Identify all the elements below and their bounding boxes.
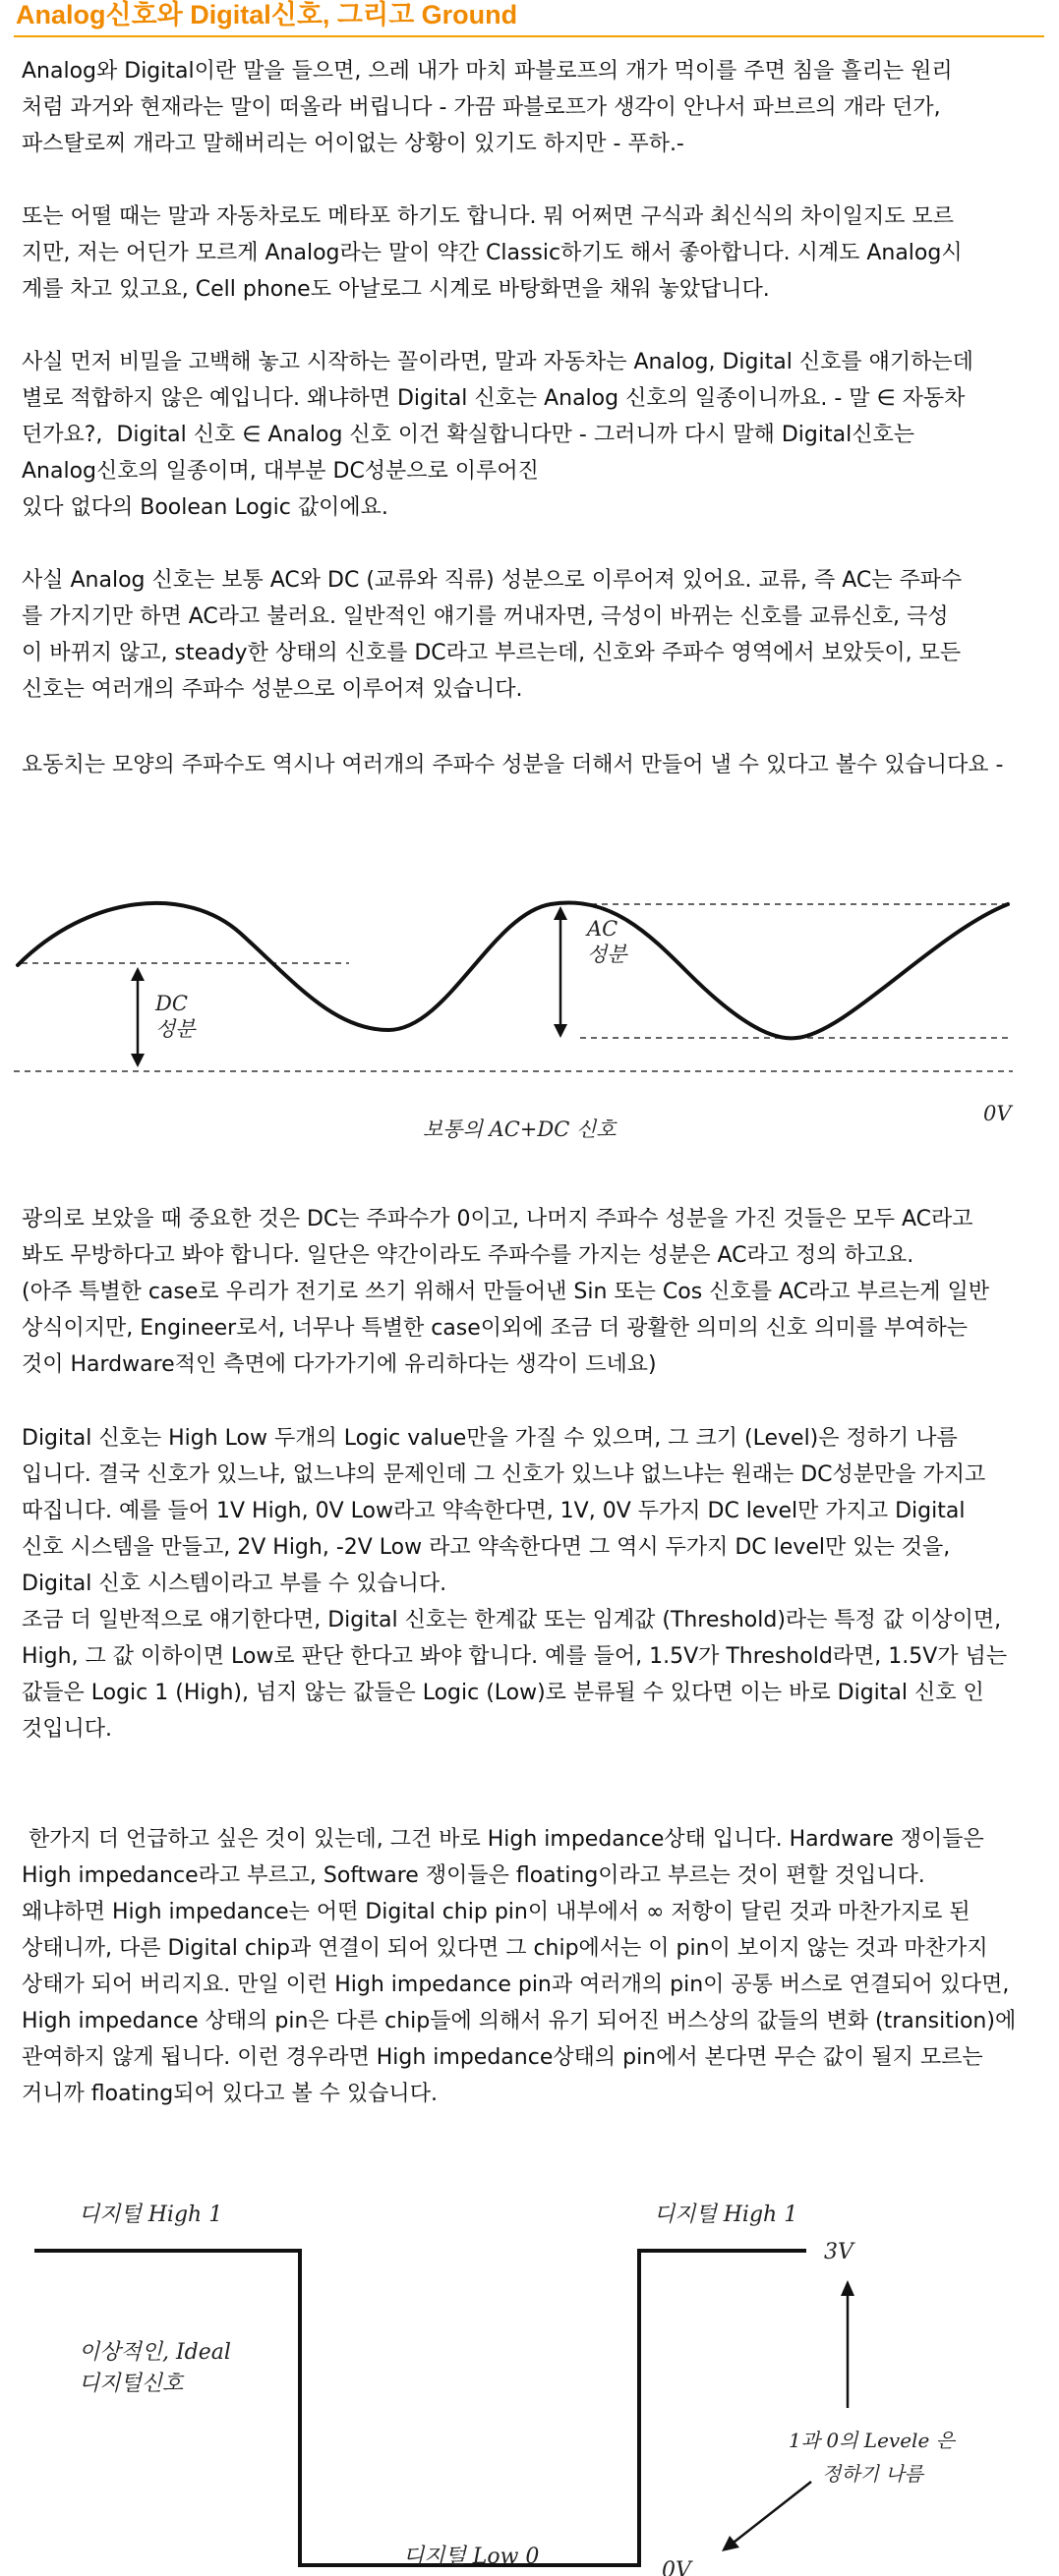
- ideal-label-line2: 디지털신호: [79, 2372, 184, 2396]
- dc-arrow: [131, 967, 145, 1067]
- paragraph-high-impedance: 한가지 더 언급하고 싶은 것이 있는데, 그건 바로 High impedance상태 입니다. Hardware 쟁이들은 High impedance라고 부르고, Software 쟁이들은 floating이라고 부르는 것이 편할 것입니다. 왜냐하면 High impedance는 어떤 Digital chip pin이 내부에서 ∞ 저항이 달린 것과 마찬가지로 된 상태니까, 다른 Digital chip과 연결이 되어 있다면 그 chip에서는 이 pin이 보이지 않는 것과 마찬가지 상태가 되어 버리지요. 만일 이런 High impedance pin과 여러개의 pin이 공통 버스로 연결되어 있다면, High impedance 상태의 pin은 다른 chip들에 의해서 유기 되어진 버스상의 값들의 변화 (transition)에 관여하지 않게 됩니다. 이런 경우라면 High impedance상태의 pin에서 본다면 무슨 값이 될지 모르는 거니까 floating되어 있다고 볼 수 있습니다.: [22, 1827, 1017, 2106]
- high-label-left: 디지털 High 1: [79, 2203, 223, 2227]
- level-label-line2: 정하기 나름: [822, 2462, 923, 2486]
- level-arrow-up: [841, 2280, 854, 2408]
- paragraph-ac-dc: 사실 Analog 신호는 보통 AC와 DC (교류와 직류) 성분으로 이루어져 있어요. 교류, 즉 AC는 주파수 를 가지기만 하면 AC라고 불러요. 일반적인 얘기를 꺼내자면, 극성이 바뀌는 신호를 교류신호, 극성 이 바뀌지 않고, steady한 상태의 신호를 DC라고 부르는데, 신호와 주파수 영역에서 보았듯이, 모든 신호는 여러개의 주파수 성분으로 이루어져 있습니다.: [22, 568, 963, 702]
- dc-label: DC 성분: [155, 992, 196, 1041]
- ac-dc-signal-figure: [0, 875, 1059, 1160]
- paragraph-digital-levels: Digital 신호는 High Low 두개의 Logic value만을 가질 수 있으며, 그 크기 (Level)은 정하기 나름 입니다. 결국 신호가 있느냐, 없느냐의 문제인데 그 신호가 있느냐 없느냐는 원래는 DC성분만을 가지고 따집니다. 예를 들어 1V High, 0V Low라고 약속한다면, 1V, 0V 두가지 DC level만 가지고 Digital 신호 시스템을 만들고, 2V High, -2V Low 라고 약속한다면 그 역시 두가지 DC level만 있는 것을, Digital 신호 시스템이라고 부를 수 있습니다.: [22, 1426, 986, 1596]
- level-arrow-down: [722, 2482, 811, 2551]
- page-title: Analog신호와 Digital신호, 그리고 Ground: [14, 0, 1044, 37]
- paragraph-broad-sense: 광의로 보았을 때 중요한 것은 DC는 주파수가 0이고, 나머지 주파수 성분을 가진 것들은 모두 AC라고 봐도 무방하다고 봐야 합니다. 일단은 약간이라도 주파수를 가지는 성분은 AC라고 정의 하고요. (아주 특별한 case로 우리가 전기로 쓰기 위해서 만들어낸 Sin 또는 Cos 신호를 AC라고 부르는게 일반 상식이지만, Engineer로서, 너무나 특별한 case이외에 조금 더 광활한 의미의 신호 의미를 부여하는 것이 Hardware적인 측면에 다가가기에 유리하다는 생각이 드네요): [22, 1207, 989, 1377]
- ideal-label-line1: 이상적인, Ideal: [79, 2340, 231, 2365]
- paragraph-frequency: 요동치는 모양의 주파수도 역시나 여러개의 주파수 성분을 더해서 만들어 낼 수 있다고 볼수 있습니다요 -: [22, 753, 1004, 777]
- figure1-caption: 보통의 AC+DC 신호: [423, 1117, 617, 1141]
- v0-label: 0V: [662, 2558, 691, 2576]
- high-label-right: 디지털 High 1: [654, 2203, 798, 2227]
- low-label: 디지털 Low 0: [403, 2545, 540, 2569]
- zero-volt-label: 0V: [983, 1102, 1012, 1125]
- paragraph-intro: Analog와 Digital이란 말을 들으면, 으레 내가 마치 파블로프의 개가 먹이를 주면 침을 흘리는 원리 처럼 과거와 현재라는 말이 떠올라 버립니다 - 가끔 파블로프가 생각이 안나서 파브르의 개라 던가, 파스탈로찌 개라고 말해버리는 어이없는 상황이 있기도 하지만 - 푸하.-: [22, 59, 953, 156]
- v3-label: 3V: [824, 2240, 853, 2264]
- level-label-line1: 1과 0의 Levele 은: [789, 2429, 955, 2452]
- square-wave: [34, 2251, 806, 2565]
- ac-label: AC 성분: [587, 917, 627, 966]
- digital-signal-figure: [0, 2143, 1059, 2576]
- paragraph-threshold: 조금 더 일반적으로 얘기한다면, Digital 신호는 한계값 또는 임계값 (Threshold)라는 특정 값 이상이면, High, 그 값 이하이면 Low로 판단 한다고 봐야 합니다. 예를 들어, 1.5V가 Threshold라면, 1.5V가 넘는 값들은 Logic 1 (High), 넘지 않는 값들은 Logic (Low)로 분류될 수 있다면 이는 바로 Digital 신호 인 것입니다.: [22, 1608, 1008, 1742]
- paragraph-metaphor: 또는 어떨 때는 말과 자동차로도 메타포 하기도 합니다. 뭐 어쩌면 구식과 최신식의 차이일지도 모르 지만, 저는 어딘가 모르게 Analog라는 말이 약간 Classic하기도 해서 좋아합니다. 시계도 Analog시 계를 차고 있고요, Cell phone도 아날로그 시계로 바탕화면을 채워 놓았답니다.: [22, 204, 963, 302]
- ac-arrow: [554, 906, 567, 1038]
- paragraph-secret: 사실 먼저 비밀을 고백해 놓고 시작하는 꼴이라면, 말과 자동차는 Analog, Digital 신호를 얘기하는데 별로 적합하지 않은 예입니다. 왜냐하면 Digital 신호는 Analog 신호의 일종이니까요. - 말 ∈ 자동차 던가요?, Digital 신호 ∈ Analog 신호 이건 확실합니다만 - 그러니까 다시 말해 Digital신호는 Analog신호의 일종이며, 대부분 DC성분으로 이루어진 있다 없다의 Boolean Logic 값이에요.: [22, 350, 973, 520]
